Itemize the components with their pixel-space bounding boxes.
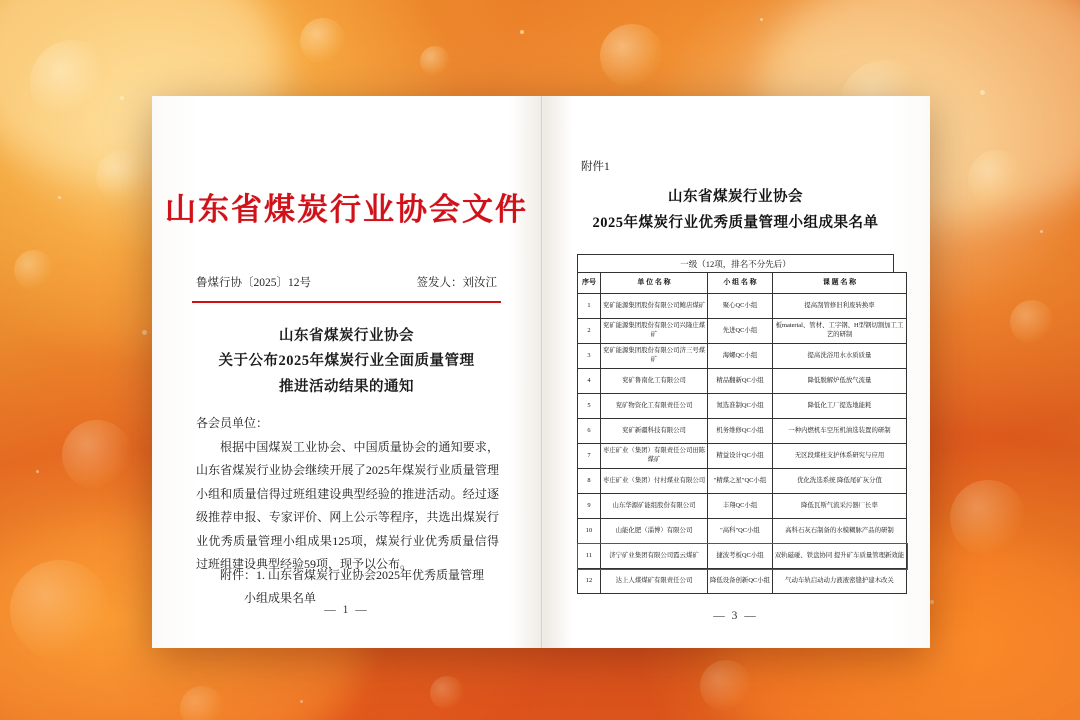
column-header-index: 序号: [578, 273, 601, 294]
document-meta: [196, 274, 497, 290]
bokeh-circle: [14, 250, 54, 290]
cell-index: 2: [578, 319, 601, 344]
light-speck: [36, 470, 39, 473]
cell-team-name: 聚心QC小组: [708, 294, 773, 319]
bokeh-circle: [420, 46, 450, 76]
cell-unit-name: 山东华源矿能组股份有限公司: [601, 494, 708, 519]
cell-index: 1: [578, 294, 601, 319]
cell-unit-name: 兖矿能源集团股份有限公司济三号煤矿: [601, 344, 708, 369]
cell-team-name: 精益设计QC小组: [708, 444, 773, 469]
document-body-text: 根据中国煤炭工业协会、中国质量协会的通知要求，山东省煤炭行业协会继续开展了2025年煤炭行业质量管理小组和质量信得过班组建设典型经验的推进活动。经过逐级推荐申报、专家评价、网上公示等程序，共选出煤炭行业优秀质量管理小组成果125项，煤炭行业优秀质量信得过班组建设典型经验59项，现予以公布。: [196, 440, 499, 571]
bokeh-circle: [430, 676, 464, 710]
bokeh-circle: [700, 660, 752, 712]
document-title-line-1: 山东省煤炭行业协会: [279, 328, 414, 344]
results-table: [577, 272, 907, 594]
table-row: [578, 444, 907, 469]
document-page-right: [541, 96, 930, 648]
cell-topic-name: 降低瓦斯气流采污器厂长率: [773, 494, 907, 519]
cell-unit-name: 济宁矿业集团有限公司霞云煤矿: [601, 544, 708, 569]
cell-team-name: 丰翔QC小组: [708, 494, 773, 519]
cell-index: 5: [578, 394, 601, 419]
table-row: [578, 294, 907, 319]
cell-unit-name: 达上人煤煤矿有限责任公司: [601, 569, 708, 594]
table-row: [578, 519, 907, 544]
column-header-team: 小 组 名 称: [708, 273, 773, 294]
cell-unit-name: 枣庄矿业（集团）付村煤业有限公司: [601, 469, 708, 494]
cell-index: 11: [578, 544, 601, 569]
bokeh-circle: [30, 40, 116, 126]
document-signer: 签发人：刘汝江: [416, 277, 497, 289]
cell-team-name: 降低设备创新QC小组: [708, 569, 773, 594]
bokeh-circle: [950, 480, 1026, 556]
table-row: [578, 344, 907, 369]
light-speck: [520, 30, 524, 34]
light-speck: [58, 196, 61, 199]
document-number: 鲁煤行协〔2025〕12号: [196, 277, 311, 289]
table-row: [578, 494, 907, 519]
column-header-unit: 单 位 名 称: [601, 273, 708, 294]
cell-index: 9: [578, 494, 601, 519]
cell-unit-name: 山能化肥（淄博）有限公司: [601, 519, 708, 544]
document-page-left: [152, 96, 541, 648]
cell-team-name: 机务维修QC小组: [708, 419, 773, 444]
cell-topic-name: 一种内燃机车空压机油选装置的研制: [773, 419, 907, 444]
page-number-left: — 1 —: [324, 604, 369, 616]
cell-index: 6: [578, 419, 601, 444]
light-speck: [760, 18, 763, 21]
attachment-line-2: 小组成果名单: [244, 590, 317, 605]
grade-band-label: 一级（12项，排名不分先后）: [577, 254, 894, 273]
cell-topic-name: 提高洗浴用水水质质量: [773, 344, 907, 369]
bokeh-circle: [300, 18, 346, 64]
bokeh-circle: [96, 150, 150, 204]
cell-topic-name: 气动车轨启动动力液液密缝护建木改关: [773, 569, 907, 594]
attachment-line-1: 附件：1. 山东省煤炭行业协会2025年优秀质量管理: [220, 568, 485, 582]
cell-topic-name: 双轨磁碰、铁盘协同 提升矿车质量管理新效能: [773, 544, 907, 569]
bokeh-circle: [62, 420, 132, 490]
cell-team-name: "精煤之星"QC小组: [708, 469, 773, 494]
cell-topic-name: 板material、管材、工字钢、H型钢切割加工工艺的研制: [773, 319, 907, 344]
bokeh-circle: [1010, 300, 1054, 344]
document-salutation: 各会员单位：: [196, 416, 269, 430]
table-row: [578, 394, 907, 419]
light-speck: [142, 330, 147, 335]
cell-team-name: 先进QC小组: [708, 319, 773, 344]
red-divider-rule: [192, 301, 501, 303]
cell-index: 3: [578, 344, 601, 369]
table-row: [578, 544, 907, 569]
table-header-row: [578, 273, 907, 294]
table-row: [578, 469, 907, 494]
cell-topic-name: 优化洗选系统 降低尾矿灰分值: [773, 469, 907, 494]
document-attachment-note: [196, 564, 499, 610]
cell-unit-name: 兖矿新疆科技有限公司: [601, 419, 708, 444]
cell-topic-name: 无区段煤柱支护体系研究与应用: [773, 444, 907, 469]
column-header-topic: 课 题 名 称: [773, 273, 907, 294]
cell-index: 8: [578, 469, 601, 494]
cell-unit-name: 兖矿能源集团股份有限公司兴隆庄煤矿: [601, 319, 708, 344]
page-number-right: — 3 —: [713, 610, 758, 622]
document-title-line-2: 关于公布2025年煤炭行业全面质量管理: [218, 353, 475, 370]
table-row: [578, 569, 907, 594]
cell-team-name: "高科"QC小组: [708, 519, 773, 544]
bokeh-circle: [180, 686, 224, 720]
cell-team-name: 海螺QC小组: [708, 344, 773, 369]
light-speck: [1040, 230, 1043, 233]
cell-topic-name: 提高刮管修旧利废转换率: [773, 294, 907, 319]
list-title: [571, 184, 900, 236]
cell-topic-name: 降低脱解炉低放气流量: [773, 369, 907, 394]
cell-unit-name: 兖矿物资化工有限责任公司: [601, 394, 708, 419]
table-row: [578, 319, 907, 344]
bokeh-circle: [600, 24, 664, 88]
list-title-line-1: 山东省煤炭行业协会: [668, 189, 803, 205]
light-speck: [300, 700, 303, 703]
cell-index: 12: [578, 569, 601, 594]
list-title-line-2: 2025年煤炭行业优秀质量管理小组成果名单: [592, 215, 879, 232]
light-speck: [120, 96, 124, 100]
document-title-line-3: 推进活动结果的通知: [279, 378, 414, 395]
document-spread: [152, 96, 930, 648]
cell-index: 7: [578, 444, 601, 469]
bokeh-circle: [10, 560, 110, 660]
cell-index: 10: [578, 519, 601, 544]
cell-index: 4: [578, 369, 601, 394]
cell-team-name: 氮选准制QC小组: [708, 394, 773, 419]
bokeh-circle: [968, 150, 1026, 208]
table-row: [578, 419, 907, 444]
cell-team-name: 精品翻新QC小组: [708, 369, 773, 394]
cell-topic-name: 高科石灰石制备的水模糊脉产品的研制: [773, 519, 907, 544]
light-speck: [930, 600, 934, 604]
letterhead-title: 山东省煤炭行业协会文件: [165, 192, 528, 227]
cell-team-name: 捷波考板QC小组: [708, 544, 773, 569]
attachment-label: 附件1: [581, 161, 610, 173]
document-title: [188, 324, 505, 400]
light-speck: [980, 90, 985, 95]
cell-unit-name: 兖矿鲁南化工有限公司: [601, 369, 708, 394]
cell-unit-name: 枣庄矿业（集团）有限责任公司田陈煤矿: [601, 444, 708, 469]
cell-topic-name: 降低化工厂提选地能耗: [773, 394, 907, 419]
cell-unit-name: 兖矿能源集团股份有限公司鲍店煤矿: [601, 294, 708, 319]
table-row: [578, 369, 907, 394]
